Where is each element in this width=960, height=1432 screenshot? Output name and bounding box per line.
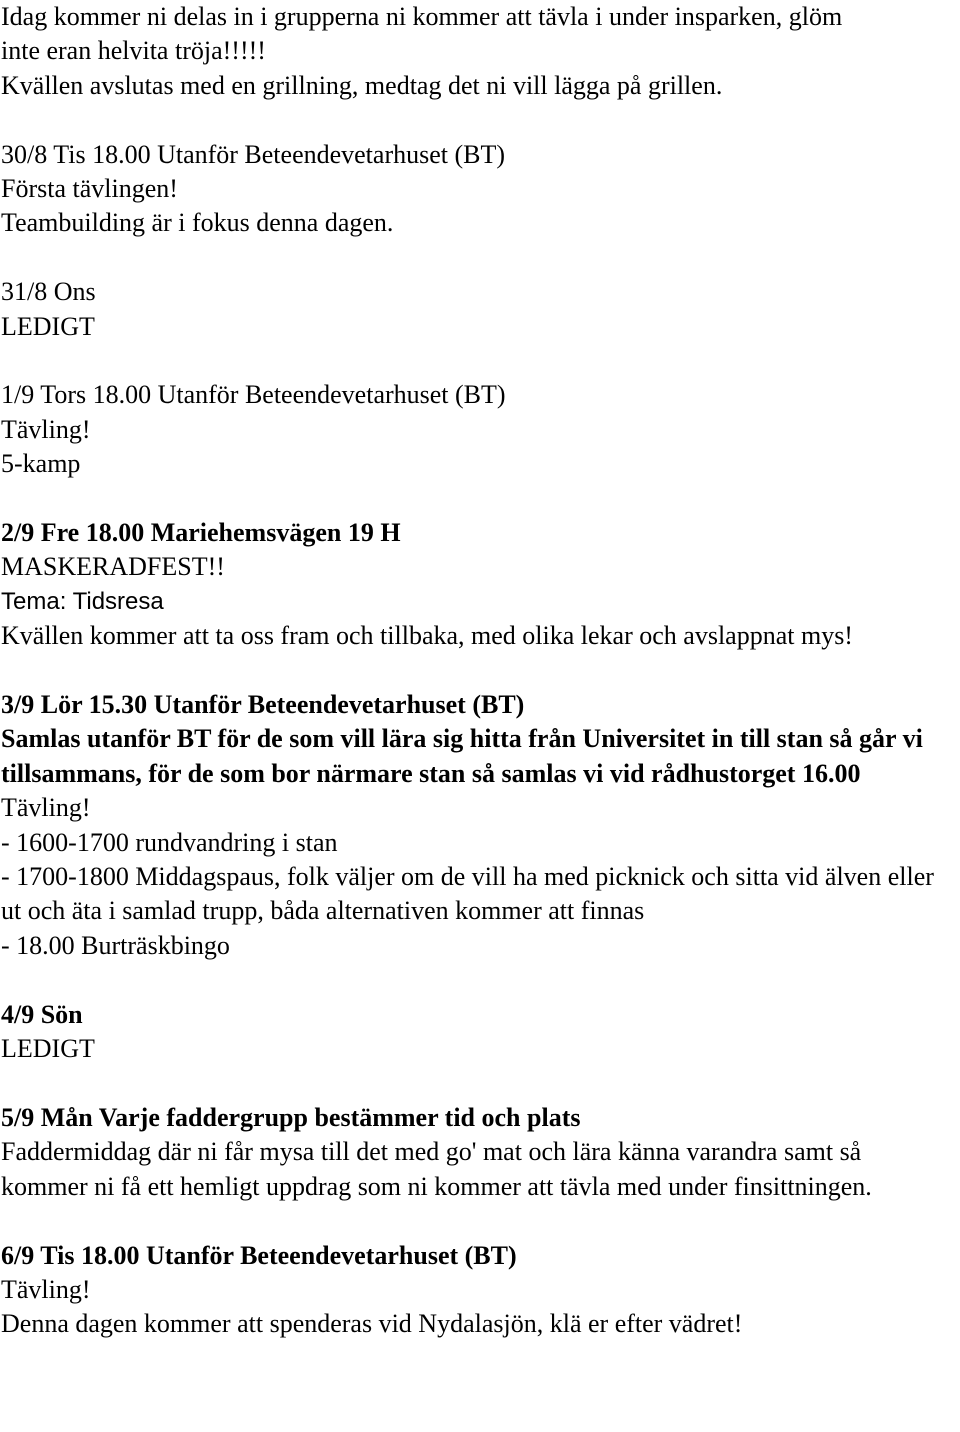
intro-line: Kvällen avslutas med en grillning, medtag det ni vill lägga på grillen.: [1, 70, 723, 100]
event-line: LEDIGT: [1, 311, 95, 341]
event-heading: 6/9 Tis 18.00 Utanför Beteendevetarhuset (BT): [1, 1240, 517, 1270]
event-line: LEDIGT: [1, 1034, 95, 1064]
event-block: [1, 688, 951, 963]
event-block: [1, 378, 951, 481]
event-line: Teambuilding är i fokus denna dagen.: [1, 208, 394, 238]
event-heading: 2/9 Fre 18.00 Mariehemsvägen 19 H: [1, 518, 401, 548]
event-line: MASKERADFEST!!: [1, 552, 225, 582]
event-line: 5-kamp: [1, 449, 81, 479]
event-block: [1, 998, 951, 1067]
event-heading: 1/9 Tors 18.00 Utanför Beteendevetarhuset (BT): [1, 380, 506, 410]
event-theme: Tema: Tidsresa: [1, 587, 164, 615]
event-heading: 5/9 Mån Varje faddergrupp bestämmer tid och plats: [1, 1102, 581, 1132]
event-heading: 31/8 Ons: [1, 277, 96, 307]
event-line: Första tävlingen!: [1, 174, 178, 204]
event-line: Faddermiddag där ni får mysa till det med go' mat och lära känna varandra samt så kommer ni få ett hemligt uppdrag som ni kommer att tävla med under finsittningen.: [1, 1137, 872, 1201]
event-bold-paragraph: Samlas utanför BT för de som vill lära sig hitta från Universitet in till stan så går vi tillsammans, för de som bor närmare stan så samlas vi vid rådhustorget 16.00: [1, 724, 923, 788]
document-body: [1, 0, 951, 1342]
event-line: - 1700-1800 Middagspaus, folk väljer om de vill ha med picknick och sitta vid älven eller ut och äta i samlad trupp, båda alternativen kommer att finnas: [1, 862, 934, 926]
event-block: [1, 275, 951, 344]
event-line: - 1600-1700 rundvandring i stan: [1, 827, 338, 857]
event-line: - 18.00 Burträskbingo: [1, 930, 230, 960]
event-line: Tävling!: [1, 793, 91, 823]
event-block: [1, 1239, 951, 1342]
event-block: [1, 138, 951, 241]
event-heading: 30/8 Tis 18.00 Utanför Beteendevetarhuset (BT): [1, 139, 506, 169]
event-heading: 4/9 Sön: [1, 999, 83, 1029]
intro-line: Idag kommer ni delas in i grupperna ni kommer att tävla i under insparken, glöm: [1, 2, 843, 31]
event-line: Denna dagen kommer att spenderas vid Nydalasjön, klä er efter vädret!: [1, 1309, 743, 1339]
intro-line: inte eran helvita tröja!!!!!: [1, 36, 266, 66]
event-line: Tävling!: [1, 1274, 91, 1304]
event-line: Kvällen kommer att ta oss fram och tillbaka, med olika lekar och avslappnat mys!: [1, 621, 853, 651]
event-heading: 3/9 Lör 15.30 Utanför Beteendevetarhuset (BT): [1, 690, 525, 720]
event-block: [1, 1101, 951, 1204]
event-block: [1, 516, 951, 654]
event-line: Tävling!: [1, 414, 91, 444]
